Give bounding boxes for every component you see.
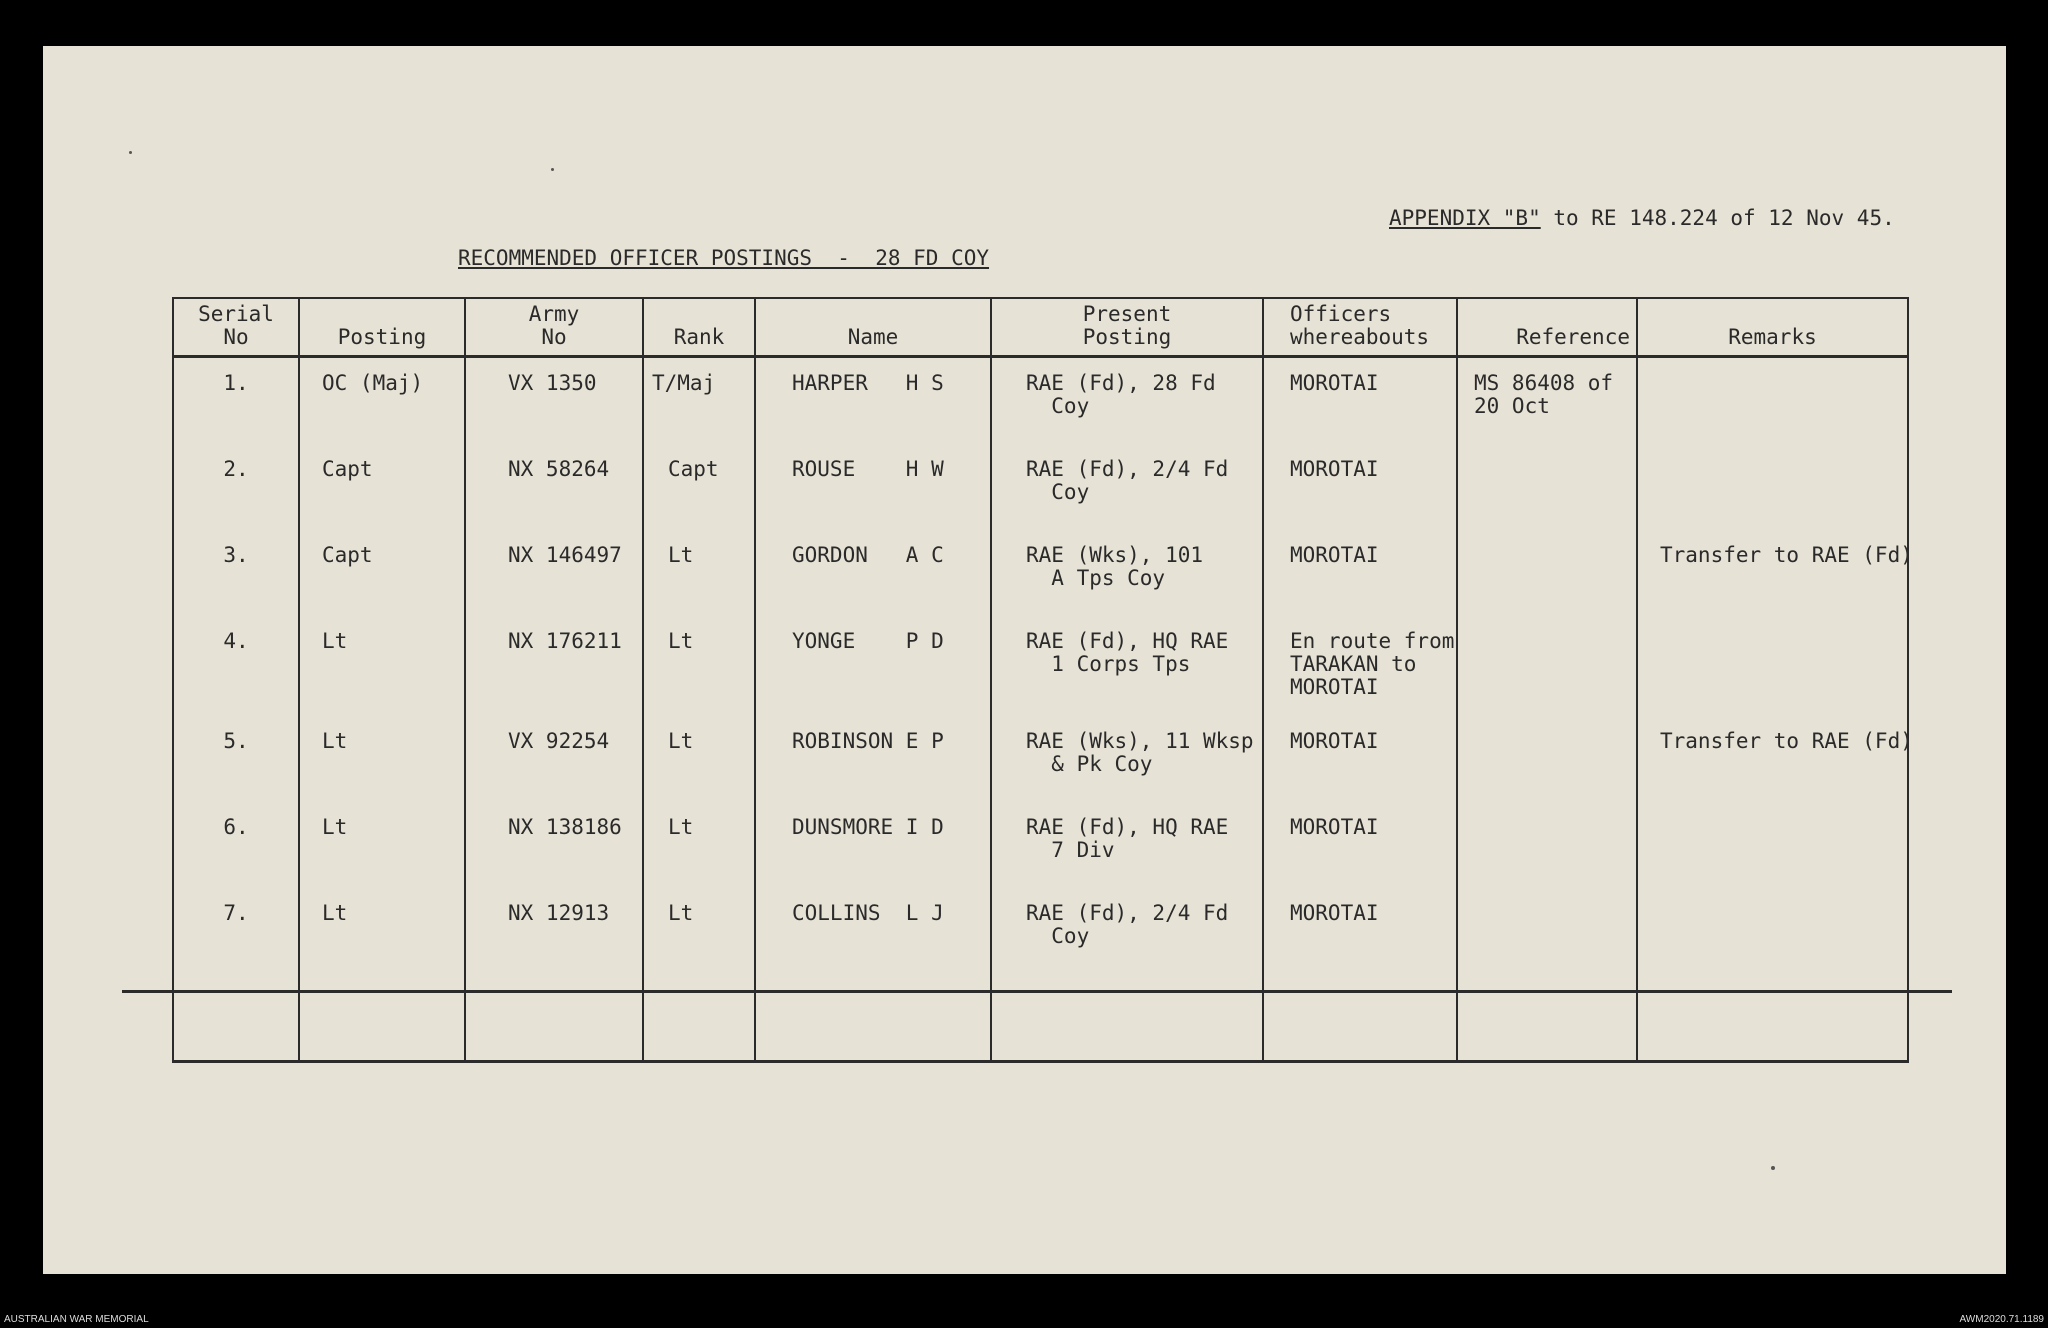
table-row xyxy=(173,530,1908,616)
cell-whereabouts: MOROTAI xyxy=(1263,357,1457,445)
cell-rank: Lt xyxy=(643,888,755,974)
cell-serial: 6. xyxy=(173,802,299,888)
cell-reference xyxy=(1457,716,1637,802)
header-army-no: Army No xyxy=(465,298,643,357)
cell-reference xyxy=(1457,616,1637,716)
header-rank: Rank xyxy=(643,298,755,357)
header-present-posting: Present Posting xyxy=(991,298,1263,357)
cell-posting: OC (Maj) xyxy=(299,357,465,445)
cell-remarks xyxy=(1637,802,1908,888)
document-title: RECOMMENDED OFFICER POSTINGS - 28 FD COY xyxy=(458,246,990,270)
footer-accession-id: AWM2020.71.1189 xyxy=(1959,1314,2044,1325)
paper-speck xyxy=(129,151,132,154)
blank-cell xyxy=(1263,974,1457,1062)
cell-posting: Capt xyxy=(299,444,465,530)
header-name: Name xyxy=(755,298,991,357)
cell-name: ROUSE H W xyxy=(755,444,991,530)
cell-whereabouts: MOROTAI xyxy=(1263,802,1457,888)
cell-present-posting: RAE (Fd), 2/4 Fd Coy xyxy=(991,888,1263,974)
cell-remarks xyxy=(1637,444,1908,530)
table-row xyxy=(173,616,1908,716)
table-row xyxy=(173,444,1908,530)
blank-cell xyxy=(299,974,465,1062)
paper-speck xyxy=(551,168,554,171)
cell-name: HARPER H S xyxy=(755,357,991,445)
blank-cell xyxy=(1637,974,1908,1062)
cell-rank: Lt xyxy=(643,530,755,616)
appendix-label: APPENDIX "B" xyxy=(1389,206,1541,230)
cell-serial: 2. xyxy=(173,444,299,530)
cell-whereabouts: MOROTAI xyxy=(1263,444,1457,530)
cell-present-posting: RAE (Wks), 101 A Tps Coy xyxy=(991,530,1263,616)
table-blank-row xyxy=(173,974,1908,1062)
cell-name: DUNSMORE I D xyxy=(755,802,991,888)
table-row xyxy=(173,888,1908,974)
cell-rank: Lt xyxy=(643,716,755,802)
cell-name: YONGE P D xyxy=(755,616,991,716)
cell-name: ROBINSON E P xyxy=(755,716,991,802)
table-header-row xyxy=(173,298,1908,357)
cell-serial: 3. xyxy=(173,530,299,616)
cell-army-no: NX 176211 xyxy=(465,616,643,716)
header-reference: Reference xyxy=(1457,298,1637,357)
cell-army-no: VX 92254 xyxy=(465,716,643,802)
cell-army-no: NX 146497 xyxy=(465,530,643,616)
cell-serial: 1. xyxy=(173,357,299,445)
appendix-ref: to RE 148.224 of 12 Nov 45. xyxy=(1540,206,1895,230)
cell-rank: T/Maj xyxy=(643,357,755,445)
cell-remarks xyxy=(1637,888,1908,974)
postings-table xyxy=(172,297,1913,1063)
cell-remarks: Transfer to RAE (Fd) xyxy=(1637,716,1908,802)
cell-army-no: VX 1350 xyxy=(465,357,643,445)
cell-army-no: NX 138186 xyxy=(465,802,643,888)
cell-remarks xyxy=(1637,616,1908,716)
cell-whereabouts: En route from TARAKAN to MOROTAI xyxy=(1263,616,1457,716)
table-row xyxy=(173,802,1908,888)
cell-present-posting: RAE (Fd), HQ RAE 1 Corps Tps xyxy=(991,616,1263,716)
cell-present-posting: RAE (Fd), 28 Fd Coy xyxy=(991,357,1263,445)
cell-reference xyxy=(1457,802,1637,888)
cell-name: COLLINS L J xyxy=(755,888,991,974)
cell-whereabouts: MOROTAI xyxy=(1263,530,1457,616)
cell-reference: MS 86408 of 20 Oct xyxy=(1457,357,1637,445)
cell-present-posting: RAE (Wks), 11 Wksp & Pk Coy xyxy=(991,716,1263,802)
cell-serial: 4. xyxy=(173,616,299,716)
cell-whereabouts: MOROTAI xyxy=(1263,716,1457,802)
cell-remarks xyxy=(1637,357,1908,445)
cell-army-no: NX 12913 xyxy=(465,888,643,974)
cell-reference xyxy=(1457,444,1637,530)
header-posting: Posting xyxy=(299,298,465,357)
footer-credit: AUSTRALIAN WAR MEMORIAL xyxy=(4,1314,149,1325)
cell-reference xyxy=(1457,888,1637,974)
cell-posting: Lt xyxy=(299,616,465,716)
cell-rank: Capt xyxy=(643,444,755,530)
blank-cell xyxy=(465,974,643,1062)
header-remarks: Remarks xyxy=(1637,298,1908,357)
blank-cell xyxy=(1457,974,1637,1062)
cell-posting: Lt xyxy=(299,716,465,802)
cell-present-posting: RAE (Fd), 2/4 Fd Coy xyxy=(991,444,1263,530)
blank-cell xyxy=(991,974,1263,1062)
table-row xyxy=(173,357,1908,445)
table-row xyxy=(173,716,1908,802)
cell-posting: Lt xyxy=(299,802,465,888)
blank-cell xyxy=(643,974,755,1062)
cell-remarks: Transfer to RAE (Fd) xyxy=(1637,530,1908,616)
header-serial: Serial No xyxy=(173,298,299,357)
cell-present-posting: RAE (Fd), HQ RAE 7 Div xyxy=(991,802,1263,888)
cell-serial: 7. xyxy=(173,888,299,974)
appendix-reference xyxy=(1389,207,1895,230)
cell-army-no: NX 58264 xyxy=(465,444,643,530)
header-whereabouts: Officers whereabouts xyxy=(1263,298,1457,357)
paper-speck xyxy=(1771,1166,1775,1170)
cell-reference xyxy=(1457,530,1637,616)
blank-cell xyxy=(173,974,299,1062)
table-bottom-rule xyxy=(122,990,1952,993)
cell-posting: Capt xyxy=(299,530,465,616)
cell-whereabouts: MOROTAI xyxy=(1263,888,1457,974)
cell-rank: Lt xyxy=(643,616,755,716)
cell-posting: Lt xyxy=(299,888,465,974)
cell-name: GORDON A C xyxy=(755,530,991,616)
cell-serial: 5. xyxy=(173,716,299,802)
blank-cell xyxy=(755,974,991,1062)
cell-rank: Lt xyxy=(643,802,755,888)
